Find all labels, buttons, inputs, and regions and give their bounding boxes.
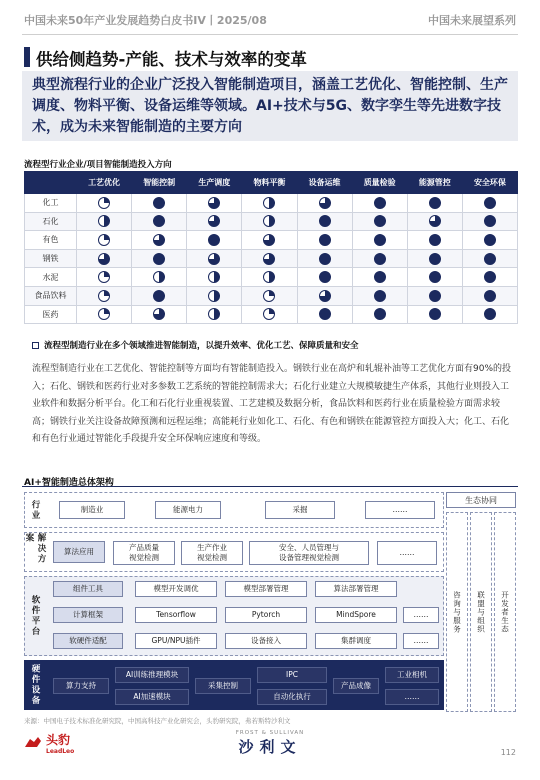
harvey-ball-icon xyxy=(263,253,275,265)
software-box: 算法部署管理 xyxy=(315,581,397,597)
harvey-ball-icon xyxy=(263,197,275,209)
harvey-ball-icon xyxy=(429,308,441,320)
table-cell xyxy=(352,286,407,305)
ecosystem-column: 开发者生态 xyxy=(494,512,516,712)
bullet-square-icon xyxy=(32,342,39,349)
table-cell xyxy=(187,212,242,231)
table-caption: 流程型行业企业/项目智能制造投入方向 xyxy=(24,160,172,170)
layer-software xyxy=(24,576,444,656)
matrix-table-wrap xyxy=(24,171,518,324)
corner-header xyxy=(25,172,77,194)
page-number: 112 xyxy=(500,748,516,757)
series-name: 中国未来展望系列 xyxy=(428,14,516,27)
software-box: 模型部署管理 xyxy=(225,581,307,597)
software-box: MindSpore xyxy=(315,607,397,623)
software-tool-box: 组件工具 xyxy=(53,581,123,597)
layer-hardware xyxy=(24,660,444,710)
harvey-ball-icon xyxy=(374,215,386,227)
harvey-ball-icon xyxy=(429,234,441,246)
table-cell xyxy=(132,249,187,268)
column-header: 生产调度 xyxy=(187,172,242,194)
hardware-box: AI训练推理模块 xyxy=(115,667,189,683)
solution-box: …… xyxy=(377,541,437,565)
harvey-ball-icon xyxy=(319,290,331,302)
table-cell xyxy=(297,231,352,250)
software-box: Pytorch xyxy=(225,607,307,623)
layer-label-industry: 行业 xyxy=(30,499,40,521)
harvey-ball-icon xyxy=(374,271,386,283)
harvey-ball-icon xyxy=(153,234,165,246)
software-tool-box: 软硬件适配 xyxy=(53,633,123,649)
column-header: 智能控制 xyxy=(132,172,187,194)
leadleo-logo-text: 头豹 xyxy=(46,733,71,747)
industry-box: 采掘 xyxy=(265,501,335,519)
layer-solution xyxy=(24,532,444,572)
hardware-box: 工业相机 xyxy=(385,667,439,683)
software-box: 设备接入 xyxy=(225,633,307,649)
table-cell xyxy=(242,194,297,213)
hardware-box: 自动化执行 xyxy=(257,689,327,705)
harvey-ball-icon xyxy=(208,197,220,209)
harvey-ball-icon xyxy=(263,290,275,302)
arch-divider xyxy=(22,486,518,487)
harvey-ball-icon xyxy=(263,215,275,227)
harvey-ball-icon xyxy=(429,197,441,209)
harvey-ball-icon xyxy=(98,271,110,283)
table-cell xyxy=(132,268,187,287)
row-label: 化工 xyxy=(25,194,77,213)
harvey-ball-icon xyxy=(429,253,441,265)
harvey-ball-icon xyxy=(319,253,331,265)
hardware-box: 采集控制 xyxy=(195,678,251,694)
harvey-ball-icon xyxy=(98,308,110,320)
table-cell xyxy=(462,212,517,231)
harvey-ball-icon xyxy=(484,234,496,246)
industry-box: 制造业 xyxy=(59,501,125,519)
column-header: 安全环保 xyxy=(462,172,517,194)
table-cell xyxy=(462,194,517,213)
leadleo-logo-sub: LeadLeo xyxy=(46,748,75,755)
industry-box: …… xyxy=(365,501,435,519)
table-cell xyxy=(242,286,297,305)
software-tool-box: 计算框架 xyxy=(53,607,123,623)
table-cell xyxy=(297,286,352,305)
leopard-icon xyxy=(24,735,42,751)
solution-box: 算法应用 xyxy=(53,541,105,563)
harvey-ball-icon xyxy=(208,271,220,283)
table-cell xyxy=(407,194,462,213)
table-cell xyxy=(132,194,187,213)
hardware-box: AI加速模块 xyxy=(115,689,189,705)
software-box: 模型开发调优 xyxy=(135,581,217,597)
table-cell xyxy=(352,194,407,213)
page-header xyxy=(0,0,540,40)
table-cell xyxy=(77,268,132,287)
title-accent-bar xyxy=(24,47,30,67)
row-label: 水泥 xyxy=(25,268,77,287)
table-cell xyxy=(187,249,242,268)
harvey-ball-icon xyxy=(429,271,441,283)
harvey-ball-icon xyxy=(208,308,220,320)
harvey-ball-icon xyxy=(319,271,331,283)
column-header: 物料平衡 xyxy=(242,172,297,194)
table-cell xyxy=(462,268,517,287)
harvey-ball-icon xyxy=(153,253,165,265)
harvey-ball-icon xyxy=(429,290,441,302)
harvey-ball-icon xyxy=(208,290,220,302)
table-cell xyxy=(297,268,352,287)
table-cell xyxy=(297,305,352,324)
frost-sullivan-logo xyxy=(220,730,320,757)
table-cell xyxy=(407,286,462,305)
table-row xyxy=(25,286,518,305)
table-row xyxy=(25,231,518,250)
harvey-ball-icon xyxy=(484,308,496,320)
harvey-ball-icon xyxy=(153,215,165,227)
harvey-ball-icon xyxy=(484,253,496,265)
hardware-box: 产品成像 xyxy=(333,678,379,694)
table-cell xyxy=(462,249,517,268)
table-cell xyxy=(407,305,462,324)
harvey-ball-icon xyxy=(319,234,331,246)
row-label: 食品饮料 xyxy=(25,286,77,305)
table-cell xyxy=(132,212,187,231)
harvey-ball-icon xyxy=(374,253,386,265)
table-cell xyxy=(407,212,462,231)
harvey-ball-icon xyxy=(153,271,165,283)
harvey-ball-icon xyxy=(374,234,386,246)
harvey-ball-icon xyxy=(484,215,496,227)
harvey-ball-icon xyxy=(98,215,110,227)
harvey-ball-icon xyxy=(98,253,110,265)
header-divider xyxy=(22,34,518,35)
source-note: 来源：中国电子技术标准化研究院，中国高科技产业化研究会，头豹研究院，弗若斯特沙利文 xyxy=(24,717,291,725)
harvey-ball-icon xyxy=(153,197,165,209)
solution-box: 产品质量 视觉检测 xyxy=(113,541,175,565)
software-box: GPU/NPU插件 xyxy=(135,633,217,649)
table-cell xyxy=(352,268,407,287)
harvey-ball-icon xyxy=(98,197,110,209)
table-cell xyxy=(242,249,297,268)
hardware-box: …… xyxy=(385,689,439,705)
table-row xyxy=(25,249,518,268)
table-cell xyxy=(77,249,132,268)
table-cell xyxy=(352,231,407,250)
table-cell xyxy=(132,286,187,305)
harvey-ball-icon xyxy=(208,253,220,265)
harvey-ball-icon xyxy=(484,197,496,209)
table-cell xyxy=(352,305,407,324)
table-cell xyxy=(462,231,517,250)
harvey-ball-icon xyxy=(208,215,220,227)
table-cell xyxy=(407,231,462,250)
harvey-ball-icon xyxy=(153,308,165,320)
harvey-ball-icon xyxy=(374,197,386,209)
harvey-ball-icon xyxy=(263,234,275,246)
harvey-ball-icon xyxy=(484,290,496,302)
table-cell xyxy=(352,212,407,231)
row-label: 医药 xyxy=(25,305,77,324)
table-cell xyxy=(187,194,242,213)
column-header: 能源管控 xyxy=(407,172,462,194)
hardware-box: IPC xyxy=(257,667,327,683)
table-cell xyxy=(352,249,407,268)
layer-industry xyxy=(24,492,444,528)
harvey-ball-icon xyxy=(319,197,331,209)
table-cell xyxy=(77,305,132,324)
ecosystem-column: 咨询与服务 xyxy=(446,512,468,712)
table-cell xyxy=(242,305,297,324)
harvey-ball-icon xyxy=(319,308,331,320)
harvey-ball-icon xyxy=(429,215,441,227)
row-label: 有色 xyxy=(25,231,77,250)
table-cell xyxy=(462,286,517,305)
bullet-heading xyxy=(32,339,359,351)
leadleo-logo xyxy=(24,731,74,755)
row-label: 石化 xyxy=(25,212,77,231)
solution-box: 安全、人员管理与 设备管理视觉检测 xyxy=(249,541,369,565)
ecosystem-column: 联盟与组织 xyxy=(470,512,492,712)
harvey-ball-icon xyxy=(98,234,110,246)
subtitle-box: 典型流程行业的企业广泛投入智能制造项目，涵盖工艺优化、智能控制、生产调度、物料平衡、设备运维等领域。AI+技术与5G、数字孪生等先进数字技术，成为未来智能制造的主要方向 xyxy=(22,71,518,141)
harvey-ball-icon xyxy=(208,234,220,246)
harvey-ball-icon xyxy=(263,308,275,320)
software-box: Tensorflow xyxy=(135,607,217,623)
table-cell xyxy=(132,231,187,250)
table-row xyxy=(25,268,518,287)
harvey-ball-icon xyxy=(484,271,496,283)
table-cell xyxy=(297,212,352,231)
harvey-ball-icon xyxy=(374,290,386,302)
table-cell xyxy=(297,194,352,213)
harvey-ball-icon xyxy=(263,271,275,283)
table-cell xyxy=(132,305,187,324)
bullet-heading-text: 流程型制造行业在多个领域推进智能制造，以提升效率、优化工艺、保障质量和安全 xyxy=(44,341,359,351)
harvey-ball-icon xyxy=(98,290,110,302)
table-row xyxy=(25,305,518,324)
software-box: …… xyxy=(403,633,439,649)
frost-sullivan-cn: 沙利文 xyxy=(238,738,302,756)
report-title: 中国未来50年产业发展趋势白皮书IV丨2025/08 xyxy=(24,14,267,27)
matrix-table xyxy=(24,171,518,324)
table-cell xyxy=(187,231,242,250)
column-header: 质量检验 xyxy=(352,172,407,194)
table-cell xyxy=(462,305,517,324)
software-box: 集群调度 xyxy=(315,633,397,649)
table-cell xyxy=(187,268,242,287)
software-box: …… xyxy=(403,607,439,623)
table-row xyxy=(25,194,518,213)
table-cell xyxy=(77,286,132,305)
table-cell xyxy=(77,212,132,231)
harvey-ball-icon xyxy=(153,290,165,302)
table-cell xyxy=(407,268,462,287)
table-row xyxy=(25,212,518,231)
layer-label-hardware: 硬件设备 xyxy=(30,664,40,706)
table-cell xyxy=(407,249,462,268)
hardware-box: 算力支持 xyxy=(53,678,109,694)
table-cell xyxy=(242,268,297,287)
harvey-ball-icon xyxy=(374,308,386,320)
industry-box: 能源电力 xyxy=(155,501,221,519)
table-cell xyxy=(77,231,132,250)
harvey-ball-icon xyxy=(319,215,331,227)
table-cell xyxy=(297,249,352,268)
column-header: 设备运维 xyxy=(297,172,352,194)
table-cell xyxy=(242,212,297,231)
table-cell xyxy=(187,305,242,324)
ecosystem-head: 生态协同 xyxy=(446,492,516,508)
layer-label-software: 软件平台 xyxy=(30,595,40,637)
table-cell xyxy=(187,286,242,305)
table-cell xyxy=(77,194,132,213)
solution-box: 生产作业 视觉检测 xyxy=(181,541,243,565)
row-label: 钢铁 xyxy=(25,249,77,268)
page-title: 供给侧趋势-产能、技术与效率的变革 xyxy=(36,50,307,69)
table-cell xyxy=(242,231,297,250)
layer-label-solution: 解决方案 xyxy=(24,533,46,565)
frost-sullivan-en: FROST & SULLIVAN xyxy=(235,730,305,736)
body-paragraph: 流程型制造行业在工艺优化、智能控制等方面均有智能制造投入。钢铁行业在高炉和轧辊补油等工艺优化方面有90%的投入；石化、钢铁和医药行业对多参数工艺系统的智能控制需求大；石化行业建立大规模敏捷生产体系，其他行业则投入工业软件和数据分析平台。化工和石化行业重视装置、工艺建模及数据分析，食品饮料和医药行业在质量检验方面需求较高；钢铁行业关注设备故障预测和远程运维；高能耗行业如化工、石化、有色和钢铁在能源管控方面投入大；化工、石化和有色行业通过智能化手段提升安全环保响应速度和等级。 xyxy=(32,364,512,445)
column-header: 工艺优化 xyxy=(77,172,132,194)
arch-caption: AI+智能制造总体架构 xyxy=(24,478,114,488)
